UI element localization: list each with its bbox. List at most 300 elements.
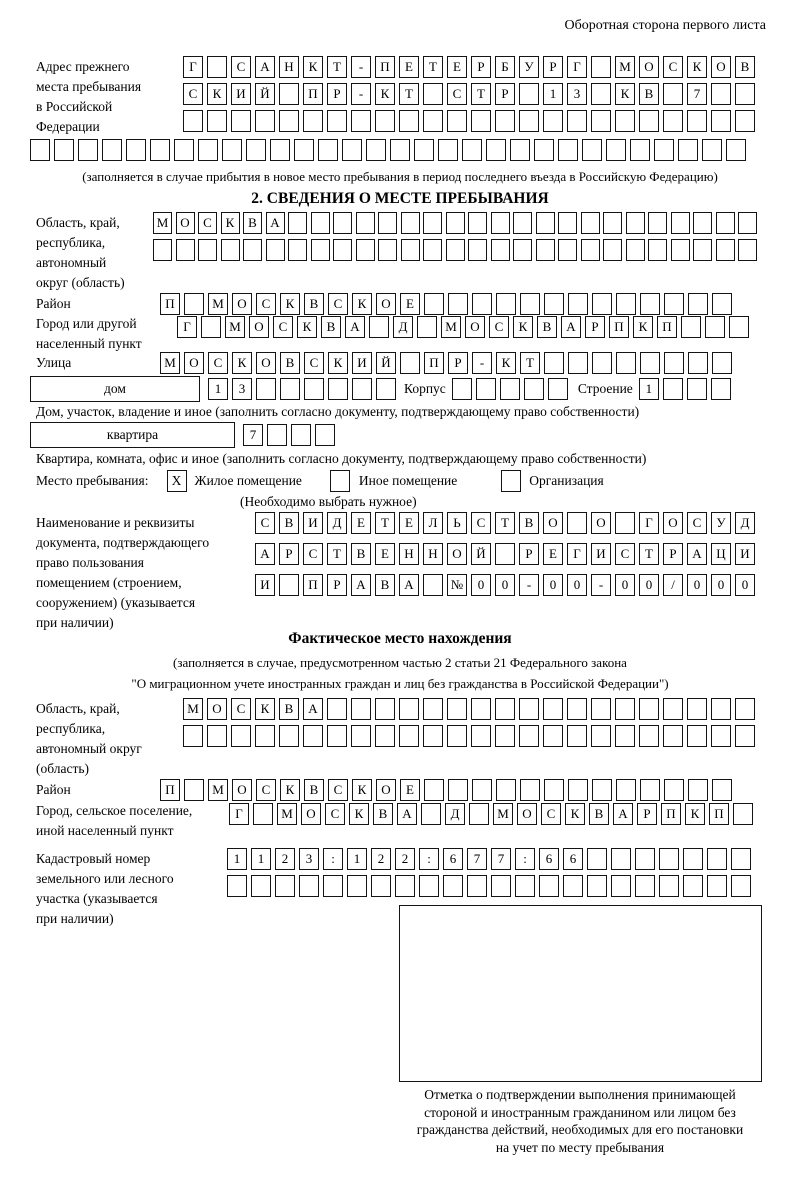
char-cell[interactable]: М <box>160 352 180 374</box>
char-cell[interactable]: № <box>447 574 467 596</box>
char-cell[interactable]: Т <box>471 83 491 105</box>
char-cell[interactable] <box>539 875 559 897</box>
char-cell[interactable] <box>735 698 755 720</box>
char-cell[interactable]: 0 <box>567 574 587 596</box>
char-cell[interactable] <box>664 352 684 374</box>
char-cell[interactable] <box>543 698 563 720</box>
char-cell[interactable]: Е <box>543 543 563 565</box>
char-cell[interactable] <box>153 239 172 261</box>
char-cell[interactable] <box>356 239 375 261</box>
char-cell[interactable] <box>366 139 386 161</box>
char-cell[interactable]: О <box>376 293 396 315</box>
char-cell[interactable] <box>423 83 443 105</box>
char-cell[interactable] <box>603 239 622 261</box>
char-cell[interactable] <box>255 725 275 747</box>
char-cell[interactable]: П <box>661 803 681 825</box>
char-cell[interactable] <box>222 139 242 161</box>
char-cell[interactable] <box>648 212 667 234</box>
char-cell[interactable]: Т <box>495 512 515 534</box>
char-cell[interactable]: Н <box>279 56 299 78</box>
checkbox-organizatsiya[interactable] <box>501 470 521 492</box>
char-cell[interactable]: А <box>266 212 285 234</box>
char-cell[interactable] <box>671 239 690 261</box>
char-cell[interactable]: 0 <box>543 574 563 596</box>
char-cell[interactable] <box>738 212 757 234</box>
char-cell[interactable] <box>423 574 443 596</box>
char-cell[interactable] <box>471 698 491 720</box>
char-cell[interactable] <box>640 779 660 801</box>
raion-row-1[interactable] <box>160 293 732 315</box>
char-cell[interactable]: Й <box>376 352 396 374</box>
char-cell[interactable]: О <box>376 779 396 801</box>
char-cell[interactable]: Т <box>423 56 443 78</box>
char-cell[interactable] <box>558 139 578 161</box>
char-cell[interactable]: А <box>687 543 707 565</box>
char-cell[interactable]: Р <box>279 543 299 565</box>
checkbox-inoe[interactable] <box>330 470 350 492</box>
char-cell[interactable] <box>663 378 683 400</box>
char-cell[interactable]: 0 <box>615 574 635 596</box>
char-cell[interactable]: М <box>225 316 245 338</box>
char-cell[interactable] <box>423 110 443 132</box>
char-cell[interactable]: И <box>255 574 275 596</box>
char-cell[interactable] <box>731 848 751 870</box>
char-cell[interactable]: - <box>472 352 492 374</box>
char-cell[interactable]: Т <box>520 352 540 374</box>
char-cell[interactable] <box>568 779 588 801</box>
char-cell[interactable] <box>399 110 419 132</box>
char-cell[interactable] <box>687 110 707 132</box>
char-cell[interactable] <box>375 725 395 747</box>
char-cell[interactable] <box>495 725 515 747</box>
char-cell[interactable] <box>563 875 583 897</box>
char-cell[interactable] <box>544 779 564 801</box>
char-cell[interactable] <box>693 239 712 261</box>
char-cell[interactable]: К <box>565 803 585 825</box>
char-cell[interactable] <box>174 139 194 161</box>
prev-address-row-2[interactable] <box>183 83 755 105</box>
char-cell[interactable] <box>663 110 683 132</box>
char-cell[interactable] <box>688 293 708 315</box>
char-cell[interactable] <box>467 875 487 897</box>
char-cell[interactable] <box>543 725 563 747</box>
char-cell[interactable]: Е <box>400 779 420 801</box>
char-cell[interactable]: К <box>615 83 635 105</box>
char-cell[interactable]: К <box>352 779 372 801</box>
char-cell[interactable] <box>176 239 195 261</box>
char-cell[interactable]: К <box>207 83 227 105</box>
char-cell[interactable] <box>683 848 703 870</box>
char-cell[interactable] <box>711 110 731 132</box>
char-cell[interactable]: 3 <box>299 848 319 870</box>
char-cell[interactable]: С <box>303 543 323 565</box>
char-cell[interactable] <box>231 110 251 132</box>
char-cell[interactable]: / <box>663 574 683 596</box>
char-cell[interactable] <box>611 875 631 897</box>
char-cell[interactable] <box>279 83 299 105</box>
char-cell[interactable] <box>581 212 600 234</box>
kadastr-row-1[interactable] <box>227 848 751 870</box>
char-cell[interactable] <box>423 239 442 261</box>
char-cell[interactable] <box>126 139 146 161</box>
char-cell[interactable] <box>311 212 330 234</box>
char-cell[interactable]: Е <box>399 512 419 534</box>
char-cell[interactable]: К <box>375 83 395 105</box>
char-cell[interactable] <box>390 139 410 161</box>
char-cell[interactable]: У <box>519 56 539 78</box>
char-cell[interactable]: Р <box>471 56 491 78</box>
char-cell[interactable]: С <box>687 512 707 534</box>
char-cell[interactable] <box>279 110 299 132</box>
char-cell[interactable] <box>207 110 227 132</box>
char-cell[interactable] <box>729 316 749 338</box>
char-cell[interactable]: А <box>561 316 581 338</box>
char-cell[interactable] <box>519 698 539 720</box>
char-cell[interactable]: В <box>735 56 755 78</box>
char-cell[interactable] <box>291 424 311 446</box>
char-cell[interactable]: К <box>303 56 323 78</box>
char-cell[interactable]: О <box>232 293 252 315</box>
char-cell[interactable]: О <box>447 543 467 565</box>
char-cell[interactable]: Ц <box>711 543 731 565</box>
char-cell[interactable]: С <box>325 803 345 825</box>
char-cell[interactable] <box>399 698 419 720</box>
char-cell[interactable] <box>279 574 299 596</box>
char-cell[interactable] <box>266 239 285 261</box>
char-cell[interactable]: В <box>321 316 341 338</box>
char-cell[interactable] <box>543 110 563 132</box>
char-cell[interactable] <box>323 875 343 897</box>
char-cell[interactable] <box>731 875 751 897</box>
char-cell[interactable] <box>356 212 375 234</box>
char-cell[interactable] <box>446 239 465 261</box>
char-cell[interactable] <box>524 378 544 400</box>
char-cell[interactable]: Г <box>183 56 203 78</box>
char-cell[interactable]: С <box>231 698 251 720</box>
char-cell[interactable] <box>327 698 347 720</box>
char-cell[interactable]: С <box>489 316 509 338</box>
char-cell[interactable] <box>378 212 397 234</box>
char-cell[interactable] <box>534 139 554 161</box>
char-cell[interactable] <box>231 725 251 747</box>
char-cell[interactable]: П <box>424 352 444 374</box>
char-cell[interactable] <box>347 875 367 897</box>
char-cell[interactable]: К <box>280 293 300 315</box>
char-cell[interactable]: 0 <box>471 574 491 596</box>
char-cell[interactable]: П <box>160 779 180 801</box>
char-cell[interactable] <box>711 698 731 720</box>
char-cell[interactable]: 0 <box>711 574 731 596</box>
char-cell[interactable]: 1 <box>227 848 247 870</box>
char-cell[interactable] <box>496 779 516 801</box>
char-cell[interactable] <box>592 352 612 374</box>
char-cell[interactable]: М <box>615 56 635 78</box>
stroenie-cells[interactable] <box>639 378 731 400</box>
char-cell[interactable] <box>615 110 635 132</box>
char-cell[interactable]: П <box>657 316 677 338</box>
oblast-row-2a[interactable] <box>183 698 755 720</box>
char-cell[interactable]: 0 <box>495 574 515 596</box>
char-cell[interactable]: С <box>255 512 275 534</box>
char-cell[interactable] <box>639 110 659 132</box>
char-cell[interactable]: 1 <box>251 848 271 870</box>
char-cell[interactable] <box>327 725 347 747</box>
char-cell[interactable] <box>687 725 707 747</box>
char-cell[interactable]: - <box>351 56 371 78</box>
char-cell[interactable] <box>707 848 727 870</box>
char-cell[interactable]: - <box>351 83 371 105</box>
char-cell[interactable] <box>520 779 540 801</box>
char-cell[interactable] <box>424 779 444 801</box>
char-cell[interactable] <box>423 212 442 234</box>
char-cell[interactable]: М <box>208 779 228 801</box>
char-cell[interactable]: П <box>303 83 323 105</box>
char-cell[interactable]: А <box>303 698 323 720</box>
char-cell[interactable] <box>352 378 372 400</box>
char-cell[interactable] <box>327 110 347 132</box>
char-cell[interactable] <box>582 139 602 161</box>
char-cell[interactable]: О <box>256 352 276 374</box>
char-cell[interactable]: - <box>591 574 611 596</box>
char-cell[interactable] <box>417 316 437 338</box>
char-cell[interactable] <box>536 239 555 261</box>
oblast-row-2b[interactable] <box>183 725 755 747</box>
char-cell[interactable] <box>184 779 204 801</box>
char-cell[interactable] <box>513 212 532 234</box>
char-cell[interactable] <box>510 139 530 161</box>
prev-address-row-4[interactable] <box>30 139 746 161</box>
char-cell[interactable]: В <box>639 83 659 105</box>
char-cell[interactable]: С <box>304 352 324 374</box>
char-cell[interactable]: К <box>297 316 317 338</box>
char-cell[interactable] <box>183 725 203 747</box>
char-cell[interactable] <box>735 83 755 105</box>
char-cell[interactable] <box>198 239 217 261</box>
char-cell[interactable] <box>251 875 271 897</box>
char-cell[interactable] <box>591 698 611 720</box>
prev-address-row-1[interactable] <box>183 56 755 78</box>
char-cell[interactable] <box>640 293 660 315</box>
char-cell[interactable] <box>275 875 295 897</box>
char-cell[interactable] <box>687 378 707 400</box>
char-cell[interactable] <box>544 352 564 374</box>
char-cell[interactable]: Т <box>327 543 347 565</box>
char-cell[interactable] <box>448 779 468 801</box>
char-cell[interactable]: 0 <box>639 574 659 596</box>
char-cell[interactable]: К <box>352 293 372 315</box>
char-cell[interactable]: В <box>589 803 609 825</box>
char-cell[interactable]: С <box>471 512 491 534</box>
char-cell[interactable] <box>280 378 300 400</box>
char-cell[interactable]: Г <box>229 803 249 825</box>
char-cell[interactable] <box>351 725 371 747</box>
document-row-2[interactable] <box>255 543 755 565</box>
char-cell[interactable] <box>315 424 335 446</box>
char-cell[interactable] <box>515 875 535 897</box>
char-cell[interactable]: Е <box>399 56 419 78</box>
char-cell[interactable] <box>421 803 441 825</box>
char-cell[interactable]: О <box>465 316 485 338</box>
char-cell[interactable] <box>150 139 170 161</box>
char-cell[interactable] <box>693 212 712 234</box>
char-cell[interactable] <box>615 512 635 534</box>
char-cell[interactable]: 7 <box>467 848 487 870</box>
char-cell[interactable] <box>328 378 348 400</box>
char-cell[interactable] <box>447 110 467 132</box>
char-cell[interactable]: Д <box>327 512 347 534</box>
korpus-cells[interactable] <box>452 378 568 400</box>
char-cell[interactable]: С <box>328 293 348 315</box>
char-cell[interactable] <box>279 725 299 747</box>
char-cell[interactable]: О <box>301 803 321 825</box>
char-cell[interactable]: О <box>517 803 537 825</box>
char-cell[interactable] <box>351 698 371 720</box>
kadastr-row-2[interactable] <box>227 875 751 897</box>
char-cell[interactable]: И <box>303 512 323 534</box>
char-cell[interactable] <box>568 293 588 315</box>
char-cell[interactable] <box>659 848 679 870</box>
char-cell[interactable] <box>423 725 443 747</box>
char-cell[interactable] <box>663 83 683 105</box>
char-cell[interactable]: К <box>513 316 533 338</box>
char-cell[interactable]: В <box>243 212 262 234</box>
char-cell[interactable]: Н <box>423 543 443 565</box>
char-cell[interactable] <box>399 725 419 747</box>
char-cell[interactable] <box>288 212 307 234</box>
char-cell[interactable] <box>712 779 732 801</box>
char-cell[interactable] <box>476 378 496 400</box>
char-cell[interactable] <box>630 139 650 161</box>
char-cell[interactable] <box>303 110 323 132</box>
char-cell[interactable]: Р <box>585 316 605 338</box>
char-cell[interactable] <box>611 848 631 870</box>
char-cell[interactable] <box>592 779 612 801</box>
char-cell[interactable] <box>243 239 262 261</box>
char-cell[interactable]: 1 <box>639 378 659 400</box>
char-cell[interactable] <box>519 725 539 747</box>
char-cell[interactable]: М <box>183 698 203 720</box>
char-cell[interactable] <box>496 293 516 315</box>
char-cell[interactable] <box>663 698 683 720</box>
char-cell[interactable]: И <box>231 83 251 105</box>
char-cell[interactable]: Р <box>448 352 468 374</box>
char-cell[interactable]: Д <box>445 803 465 825</box>
document-row-3[interactable] <box>255 574 755 596</box>
char-cell[interactable]: О <box>639 56 659 78</box>
char-cell[interactable] <box>371 875 391 897</box>
char-cell[interactable] <box>207 725 227 747</box>
char-cell[interactable]: 3 <box>232 378 252 400</box>
char-cell[interactable] <box>207 56 227 78</box>
char-cell[interactable]: О <box>232 779 252 801</box>
char-cell[interactable] <box>256 378 276 400</box>
char-cell[interactable]: 6 <box>563 848 583 870</box>
dom-cells[interactable] <box>208 378 396 400</box>
char-cell[interactable] <box>567 698 587 720</box>
char-cell[interactable] <box>520 293 540 315</box>
char-cell[interactable] <box>544 293 564 315</box>
char-cell[interactable] <box>581 239 600 261</box>
char-cell[interactable] <box>468 239 487 261</box>
oblast-row-1a[interactable] <box>153 212 757 234</box>
char-cell[interactable]: П <box>375 56 395 78</box>
prev-address-row-3[interactable] <box>183 110 755 132</box>
char-cell[interactable]: А <box>399 574 419 596</box>
char-cell[interactable] <box>438 139 458 161</box>
char-cell[interactable] <box>616 779 636 801</box>
char-cell[interactable]: Д <box>735 512 755 534</box>
char-cell[interactable]: И <box>735 543 755 565</box>
char-cell[interactable] <box>671 212 690 234</box>
char-cell[interactable]: Р <box>663 543 683 565</box>
char-cell[interactable] <box>707 875 727 897</box>
char-cell[interactable]: Й <box>255 83 275 105</box>
char-cell[interactable] <box>246 139 266 161</box>
char-cell[interactable]: В <box>537 316 557 338</box>
char-cell[interactable] <box>443 875 463 897</box>
char-cell[interactable]: К <box>496 352 516 374</box>
char-cell[interactable]: П <box>709 803 729 825</box>
char-cell[interactable]: О <box>184 352 204 374</box>
char-cell[interactable] <box>311 239 330 261</box>
char-cell[interactable]: Й <box>471 543 491 565</box>
char-cell[interactable]: К <box>687 56 707 78</box>
char-cell[interactable] <box>447 698 467 720</box>
char-cell[interactable] <box>446 212 465 234</box>
char-cell[interactable] <box>635 875 655 897</box>
char-cell[interactable] <box>299 875 319 897</box>
char-cell[interactable] <box>616 293 636 315</box>
char-cell[interactable]: И <box>591 543 611 565</box>
char-cell[interactable] <box>401 239 420 261</box>
gorod-row-2[interactable] <box>229 803 753 825</box>
char-cell[interactable] <box>378 239 397 261</box>
char-cell[interactable]: А <box>255 56 275 78</box>
char-cell[interactable] <box>183 110 203 132</box>
char-cell[interactable]: Р <box>543 56 563 78</box>
char-cell[interactable] <box>351 110 371 132</box>
char-cell[interactable] <box>395 875 415 897</box>
char-cell[interactable]: Т <box>375 512 395 534</box>
char-cell[interactable]: : <box>323 848 343 870</box>
char-cell[interactable]: Г <box>177 316 197 338</box>
char-cell[interactable] <box>558 239 577 261</box>
char-cell[interactable] <box>591 110 611 132</box>
char-cell[interactable] <box>603 212 622 234</box>
char-cell[interactable] <box>735 725 755 747</box>
char-cell[interactable]: В <box>279 512 299 534</box>
char-cell[interactable]: В <box>351 543 371 565</box>
char-cell[interactable] <box>30 139 50 161</box>
char-cell[interactable] <box>78 139 98 161</box>
char-cell[interactable] <box>513 239 532 261</box>
char-cell[interactable] <box>591 56 611 78</box>
char-cell[interactable]: : <box>419 848 439 870</box>
char-cell[interactable] <box>462 139 482 161</box>
char-cell[interactable]: Л <box>423 512 443 534</box>
char-cell[interactable] <box>198 139 218 161</box>
char-cell[interactable]: М <box>493 803 513 825</box>
char-cell[interactable] <box>270 139 290 161</box>
char-cell[interactable]: М <box>153 212 172 234</box>
char-cell[interactable] <box>227 875 247 897</box>
char-cell[interactable] <box>495 698 515 720</box>
char-cell[interactable]: Т <box>399 83 419 105</box>
document-row-1[interactable] <box>255 512 755 534</box>
checkbox-zhiloe[interactable]: X <box>167 470 187 492</box>
char-cell[interactable]: Р <box>637 803 657 825</box>
char-cell[interactable] <box>568 352 588 374</box>
